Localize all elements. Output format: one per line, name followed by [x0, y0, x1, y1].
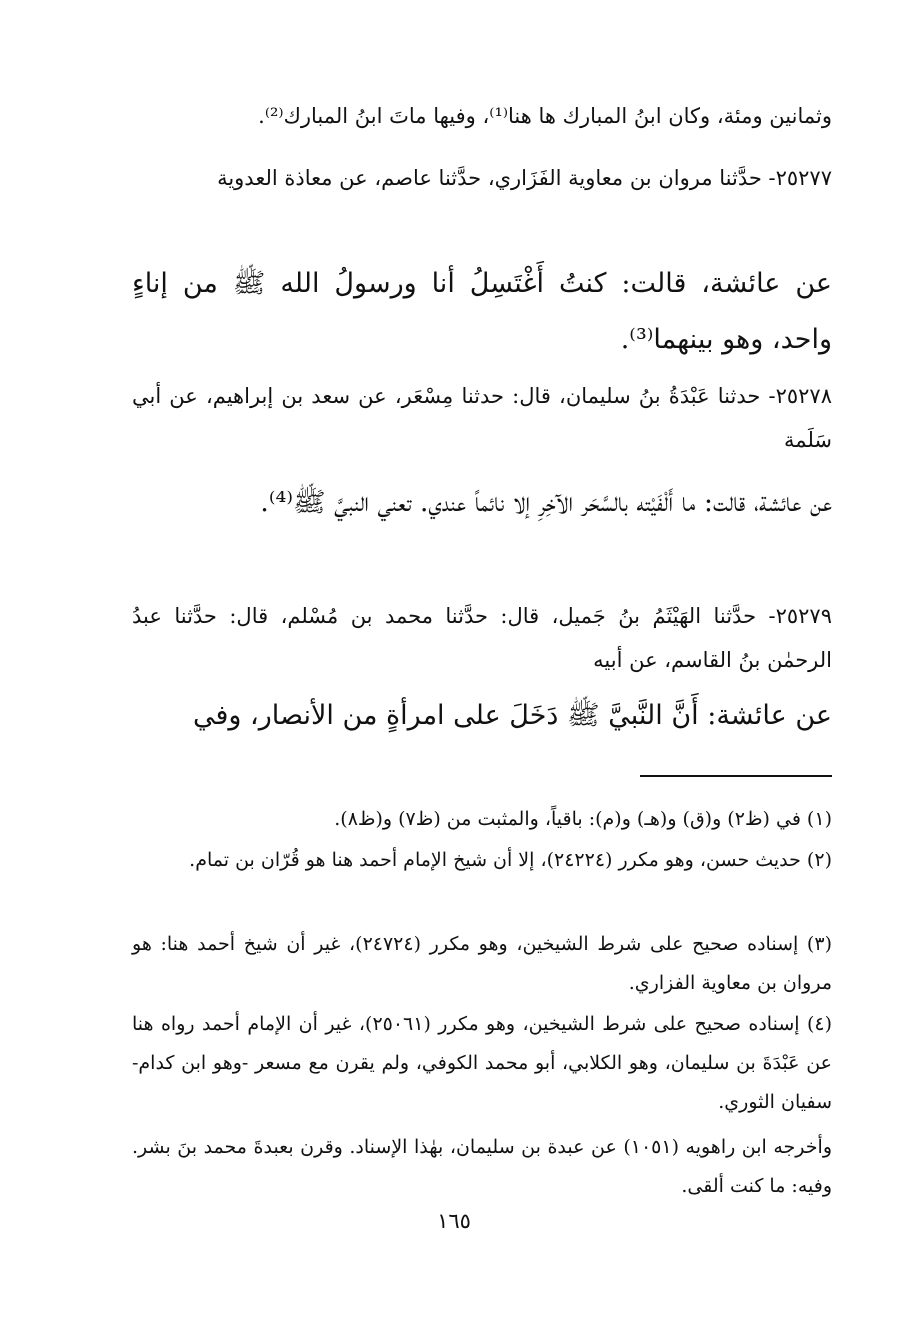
footnote-1: (١) في (ظ٢) و(ق) و(هـ) و(م): باقياً، والمثبت من (ظ٧) و(ظ٨). — [334, 808, 832, 830]
page-number: ١٦٥ — [437, 1209, 471, 1233]
footnote-4-continuation: وأخرجه ابن راهويه (١٠٥١) عن عبدة بن سليمان، بهٰذا الإسناد. وقرن بعبدةَ محمد بنَ بشر. وفيه: ما كنت ألقى. — [132, 1136, 832, 1197]
isnad-25278: ٢٥٢٧٨- حدثنا عَبْدَةُ بنُ سليمان، قال: حدثنا مِسْعَر، عن سعد بن إبراهيم، عن أبي سَلَمة — [132, 384, 832, 452]
matn-25277: عن عائشة، قالت: كنتُ أَغْتَسِلُ أنا ورسولُ الله ﷺ من إناءٍ واحد، وهو بينهما⁽³⁾. — [132, 268, 832, 355]
continuation-text: وثمانين ومئة، وكان ابنُ المبارك ها هنا⁽¹⁾، وفيها ماتَ ابنُ المبارك⁽²⁾. — [258, 104, 832, 128]
footnote-2: (٢) حديث حسن، وهو مكرر (٢٤٢٢٤)، إلا أن شيخ الإمام أحمد هنا هو قُرّان بن تمام. — [189, 849, 832, 871]
isnad-25279: ٢٥٢٧٩- حدَّثنا الهَيْثَمُ بنُ جَميل، قال: حدَّثنا محمد بن مُسْلم، قال: حدَّثنا عبدُ الرحمٰن بنُ القاسم، عن أبيه — [132, 604, 832, 672]
footnote-4: (٤) إسناده صحيح على شرط الشيخين، وهو مكرر (٢٥٠٦١)، غير أن الإمام أحمد رواه هنا عن عَبْدَةَ بن سليمان، وهو الكلابي، أبو محمد الكوفي، ولم يقرن مع مسعر -وهو ابن كدام- سفيان الثوري. — [132, 1013, 832, 1113]
footnote-3: (٣) إسناده صحيح على شرط الشيخين، وهو مكرر (٢٤٧٢٤)، غير أن شيخ أحمد هنا: هو مروان بن معاوية الفزاري. — [132, 933, 832, 994]
matn-25278: عن عائشة، قالت: ما أَلْفَيْته بالسَّحَر الآخِرِ إلا نائماً عندي. تعني النبيَّ ﷺ⁽⁴⁾. — [260, 487, 832, 518]
isnad-25277: ٢٥٢٧٧- حدَّثنا مروان بن معاوية الفَزَاري، حدَّثنا عاصم، عن معاذة العدوية — [217, 166, 832, 190]
footnote-separator — [640, 775, 832, 777]
matn-25279: عن عائشة: أَنَّ النَّبيَّ ﷺ دَخَلَ على امرأةٍ من الأنصار، وفي — [193, 700, 832, 731]
